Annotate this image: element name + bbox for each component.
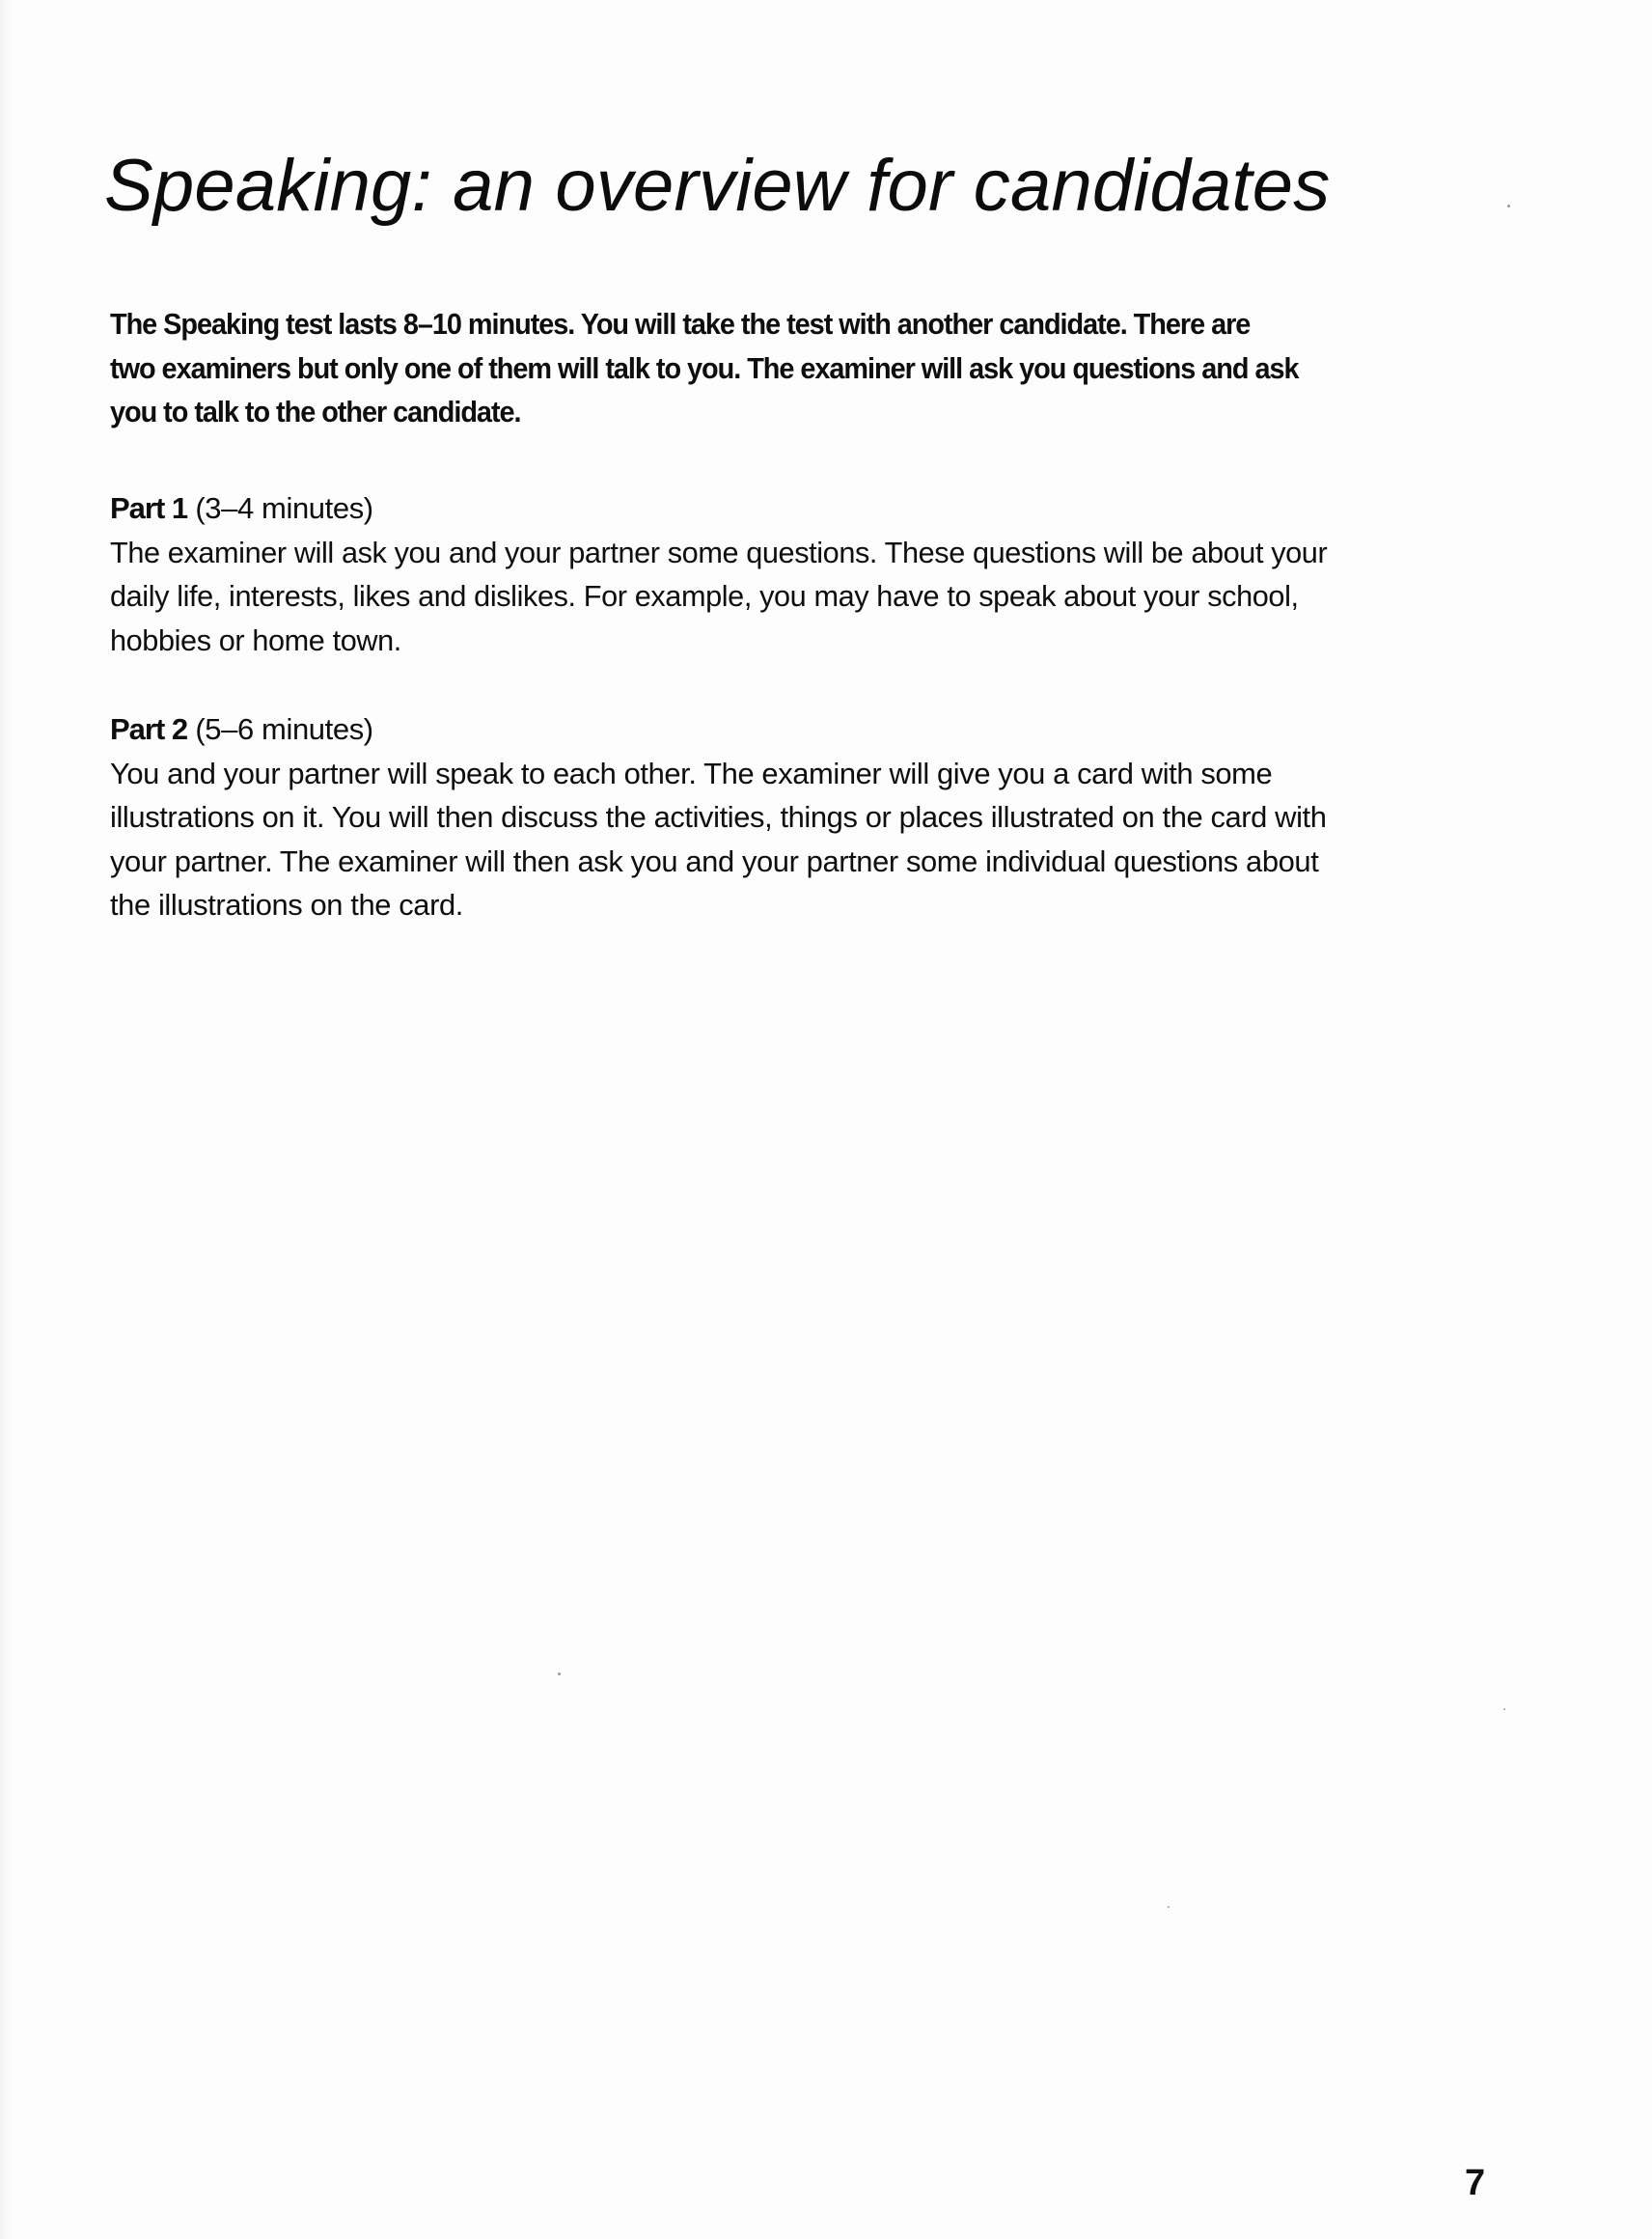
section-line: daily life, interests, likes and dislikes. For example, you may have to speak about your school, — [110, 579, 1299, 613]
part-label: Part 1 — [110, 491, 188, 525]
section-heading-part-2 — [110, 707, 1331, 752]
section-part-2 — [110, 707, 1331, 927]
intro-line: The Speaking test lasts 8–10 minutes. You will take the test with another candidate. There are — [110, 307, 1251, 341]
section-line: your partner. The examiner will then ask you and your partner some individual questions about — [110, 843, 1319, 878]
scan-speck — [1168, 1906, 1170, 1908]
intro-line: two examiners but only one of them will talk to you. The examiner will ask you questions and ask — [110, 350, 1299, 385]
part-label: Part 2 — [110, 712, 188, 746]
part-duration: (3–4 minutes) — [187, 491, 373, 525]
scan-speck — [1507, 205, 1510, 207]
section-line: illustrations on it. You will then discuss the activities, things or places illustrated on the card with — [110, 800, 1327, 834]
section-part-1 — [110, 486, 1340, 662]
page-title: Speaking: an overview for candidates — [104, 145, 1331, 227]
section-line: the illustrations on the card. — [110, 888, 463, 922]
section-line: hobbies or home town. — [110, 622, 401, 657]
section-line: The examiner will ask you and your partner some questions. These questions will be about your — [110, 535, 1328, 569]
section-line: You and your partner will speak to each other. The examiner will give you a card with some — [110, 756, 1273, 790]
scan-speck — [1503, 1708, 1505, 1710]
scan-edge-shadow — [0, 0, 14, 2239]
scan-speck — [558, 1672, 561, 1675]
intro-paragraph — [110, 302, 1388, 434]
section-heading-part-1 — [110, 486, 1340, 531]
intro-line: you to talk to the other candidate. — [110, 395, 521, 428]
part-duration: (5–6 minutes) — [187, 712, 373, 746]
page-number: 7 — [1465, 2163, 1486, 2203]
